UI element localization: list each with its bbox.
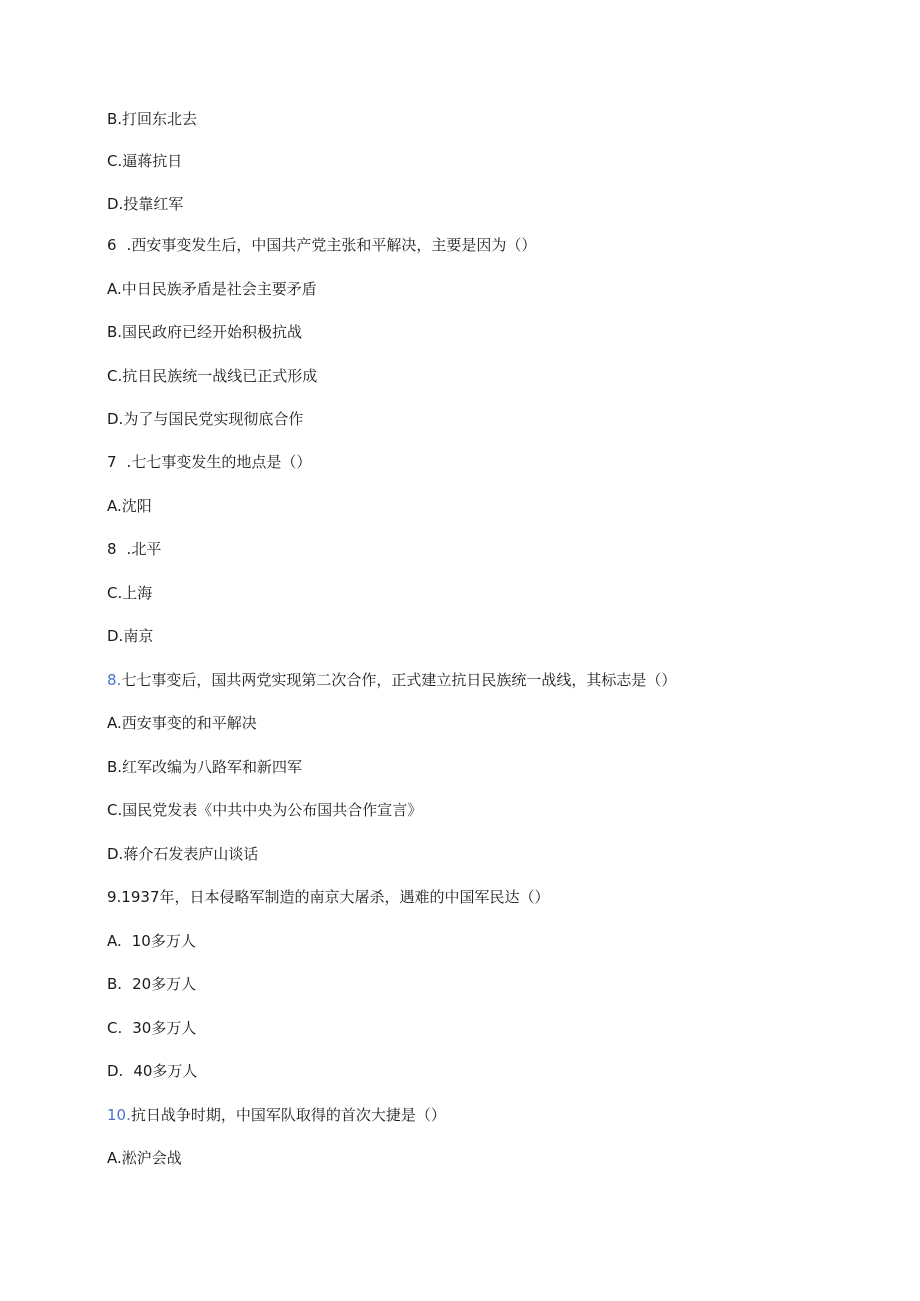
- option-line: [107, 322, 302, 342]
- option-text: D.为了与国民党实现彻底合作: [107, 410, 304, 428]
- option-line: [107, 279, 317, 299]
- question-line: [107, 235, 536, 255]
- option-line: [107, 496, 152, 516]
- option-line: [107, 366, 317, 386]
- option-text: D.南京: [107, 627, 154, 645]
- option-line: [107, 109, 197, 129]
- question-text: 9.1937年，日本侵略军制造的南京大屠杀，遇难的中国军民达（）: [107, 888, 550, 906]
- option-line: [107, 626, 153, 646]
- option-line: [107, 1018, 196, 1038]
- option-line: [107, 757, 302, 777]
- question-text: .七七事变发生的地点是（）: [126, 453, 312, 471]
- option-letter: D.: [107, 1062, 124, 1080]
- option-line: [107, 1148, 182, 1168]
- question-number: 6: [107, 236, 117, 254]
- question-number: 8.: [107, 671, 122, 689]
- question-text: 抗日战争时期，中国军队取得的首次大捷是（）: [130, 1106, 446, 1124]
- question-line: [107, 670, 676, 690]
- option-line: [107, 1061, 197, 1081]
- option-text: D.投靠红军: [107, 195, 184, 213]
- option-letter: C.: [107, 1019, 123, 1037]
- option-text: .北平: [126, 540, 162, 558]
- option-line: [107, 539, 161, 559]
- option-text: C.抗日民族统一战线已正式形成: [107, 367, 318, 385]
- question-line: [107, 887, 550, 907]
- option-line: [107, 844, 258, 864]
- option-line: [107, 194, 183, 214]
- option-text: 40多万人: [133, 1062, 198, 1080]
- option-text: A.沈阳: [107, 497, 152, 515]
- option-text: C.上海: [107, 584, 153, 602]
- question-text: .西安事变发生后，中国共产党主张和平解决，主要是因为（）: [126, 236, 537, 254]
- option-line: [107, 583, 152, 603]
- option-text: A.淞沪会战: [107, 1149, 182, 1167]
- list-number: 8: [107, 540, 117, 558]
- option-text: A.西安事变的和平解决: [107, 714, 257, 732]
- option-text: B.国民政府已经开始积极抗战: [107, 323, 303, 341]
- question-number: 10.: [107, 1106, 131, 1124]
- option-letter: A.: [107, 932, 122, 950]
- option-text: D.蒋介石发表庐山谈话: [107, 845, 259, 863]
- option-text: B.红军改编为八路军和新四军: [107, 758, 303, 776]
- option-line: [107, 713, 257, 733]
- option-text: 10多万人: [131, 932, 196, 950]
- question-number: 7: [107, 453, 117, 471]
- option-line: [107, 931, 196, 951]
- option-line: [107, 974, 196, 994]
- option-line: [107, 409, 303, 429]
- option-text: 30多万人: [132, 1019, 197, 1037]
- option-line: [107, 800, 422, 820]
- option-text: 20多万人: [132, 975, 197, 993]
- option-text: A.中日民族矛盾是社会主要矛盾: [107, 280, 317, 298]
- option-text: C.逼蒋抗日: [107, 152, 183, 170]
- option-text: C.国民党发表《中共中央为公布国共合作宣言》: [107, 801, 423, 819]
- option-line: [107, 151, 182, 171]
- option-letter: B.: [107, 975, 123, 993]
- question-line: [107, 452, 311, 472]
- option-text: B.打回东北去: [107, 110, 198, 128]
- question-line: [107, 1105, 446, 1125]
- question-text: 七七事变后，国共两党实现第二次合作，正式建立抗日民族统一战线，其标志是（）: [121, 671, 677, 689]
